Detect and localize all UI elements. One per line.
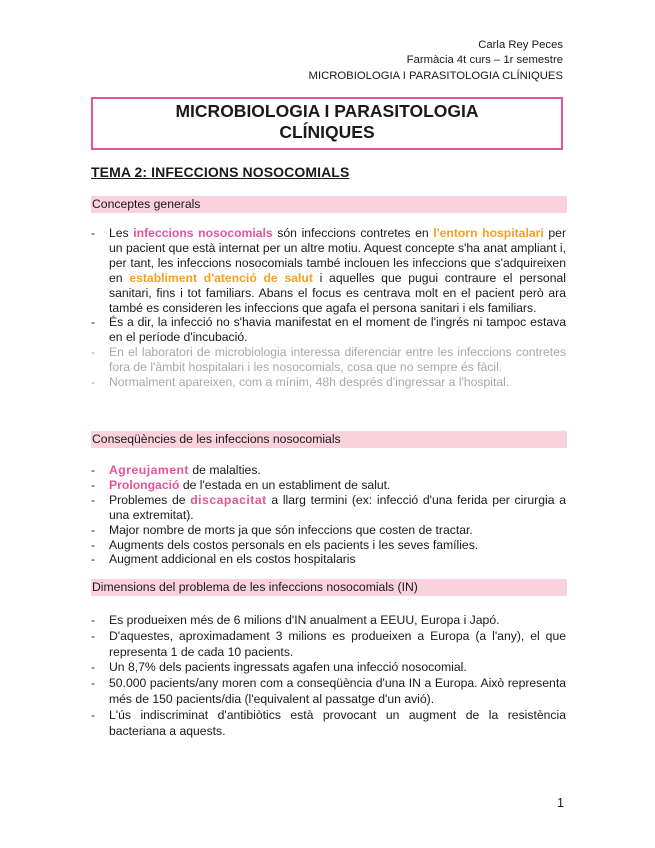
list-item: - És a dir, la infecció no s'havia manifestat en el moment de l'ingrés ni tampoc estava en el període d'incubació. [91, 315, 566, 345]
list-consequencies [91, 463, 566, 567]
page-number: 1 [557, 796, 564, 810]
title-line-2: CLÍNIQUES [279, 122, 375, 142]
highlight-term: l'entorn hospitalari [433, 226, 544, 240]
list-item: - L'ús indiscriminat d'antibiòtics està provocant un augment de la resistència bacteriana a aquests. [91, 707, 566, 738]
list-item: - Major nombre de morts ja que són infeccions que costen de tractar. [91, 522, 473, 537]
page-header [309, 38, 563, 84]
document-title [91, 97, 563, 150]
list-item: - 50.000 pacients/any moren com a conseqüència d'una IN a Europa. Això representa més de 150 pacients/dia (l'equivalent al passatge d'un avió). [91, 676, 566, 706]
section-heading-conceptes: Conceptes generals [91, 196, 567, 213]
section-heading-dimensions: Dimensions del problema de les infeccions nosocomials (IN) [91, 579, 567, 596]
list-item: - Augment addicional en els costos hospitalaris [91, 552, 356, 567]
header-subject: MICROBIOLOGIA I PARASITOLOGIA CLÍNIQUES [308, 69, 563, 82]
highlight-term: infeccions nosocomials [133, 226, 273, 240]
list-item: - Les infeccions nosocomials són infeccions contretes en l'entorn hospitalari per un pacient que està internat per un altre motiu. Aquest concepte s'ha anat ampliant i, per tant, les infeccions nosocomials també inclouen les infeccions que s'adquireixen en establiment d'atenció de salut i aquelles que pugui contraure el personal sanitari, fins i tot familiars. Abans el focus es centrava molt en el pacient però ara també es consideren les infeccions que agafa el persona sanitari i els familiars. [91, 226, 566, 315]
list-item: - D'aquestes, aproximadament 3 milions es produeixen a Europa (a l'any), el que representa 1 de cada 10 pacients. [91, 628, 566, 659]
list-item: - Normalment apareixen, com a mínim, 48h després d'ingressar a l'hospital. [91, 375, 510, 390]
section-heading-consequencies: Conseqüències de les infeccions nosocomials [91, 431, 567, 448]
highlight-term: discapacitat [190, 492, 267, 507]
highlight-term: Agreujament [109, 463, 189, 477]
header-author: Carla Rey Peces [478, 39, 563, 51]
title-line-1: MICROBIOLOGIA I PARASITOLOGIA [175, 101, 479, 121]
list-item: - Es produeixen més de 6 milions d'IN anualment a EEUU, Europa i Japó. [91, 613, 500, 627]
list-conceptes [91, 226, 566, 390]
topic-title: TEMA 2: INFECCIONS NOSOCOMIALS [91, 164, 350, 180]
list-item: - Prolongació de l'estada en un establiment de salut. [91, 477, 391, 492]
list-item: - En el laboratori de microbiologia interessa diferenciar entre les infeccions contretes fora de l'àmbit hospitalari i les nosocomials, cosa que no sempre és fàcil. [91, 345, 566, 375]
list-item: - Augments dels costos personals en els pacients i les seves famílies. [91, 537, 479, 552]
header-course: Farmàcia 4t curs – 1r semestre [406, 54, 563, 67]
list-item: - Agreujament de malalties. [91, 463, 261, 477]
list-item: - Un 8,7% dels pacients ingressats agafen una infecció nosocomial. [91, 660, 467, 675]
highlight-term: Prolongació [109, 477, 180, 492]
highlight-term: establiment d'atenció de salut [129, 270, 313, 285]
list-item: - Problemes de discapacitat a llarg termini (ex: infecció d'una ferida per cirurgia a una extremitat). [91, 492, 566, 522]
list-dimensions [91, 613, 566, 739]
